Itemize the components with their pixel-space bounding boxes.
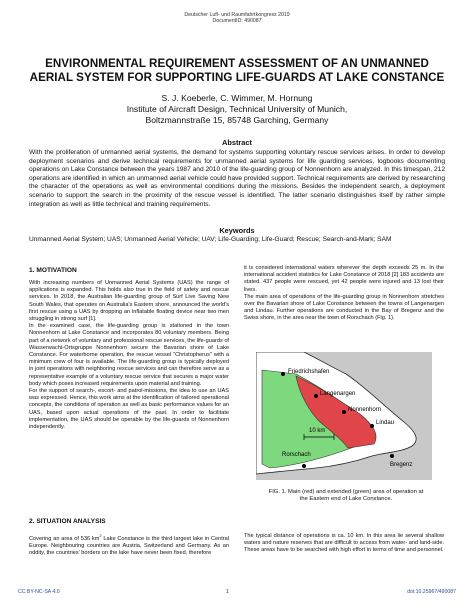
doi-footer: doi:10.25967/490087 — [407, 589, 456, 595]
caption-line-1: FIG. 1. Main (red) and extended (green) area of operation at — [268, 489, 424, 495]
right-column-bottom — [244, 533, 444, 555]
author-names: S. J. Koeberle, C. Wimmer, M. Hornung — [161, 93, 313, 103]
section-1-heading: 1. MOTIVATION — [29, 267, 77, 274]
author-block — [20, 93, 454, 126]
section-2-text-b: Lake Constance is the third largest lake in Central Europe. Neighbouring countries are Austria, Switzerland and Germany. As an oddity, the countries' borders on the lake have never been fixed, therefore — [29, 535, 230, 557]
right-paragraph-1: it is considered international waters wherever the depth exceeds 25 m. In the international accident statistics for Lake Constance of 2018 [2] 183 accidents are stated. 437 people were rescued, yet 42 people were injured and 13 lost their lives. — [244, 265, 444, 293]
title-line-1: ENVIRONMENTAL REQUIREMENT ASSESSMENT OF AN UNMANNED — [45, 57, 429, 70]
section-2-heading: 2. SITUATION ANALYSIS — [29, 518, 106, 525]
label-nonnenhorn: Nonnenhorn — [348, 407, 382, 413]
right-column-top — [244, 265, 444, 323]
author-affiliation: Institute of Aircraft Design, Technical University of Munich, — [126, 104, 348, 114]
town-dot-friedrichshafen — [281, 372, 285, 376]
abstract-text: With the proliferation of unmanned aerial systems, the demand for systems supporting voluntary rescue services arises. In order to develop deployment scenarios and derive technical requirements for unmanned aerial systems for life guarding services, logbooks documenting operations on Lake Constance between the years 1987 and 2010 of the life-guarding group of Nonnenhorn are analyzed. In this timespan, 212 operations are identified in which an unmanned aerial vehicle could have provided support. Technical requirements are derived by researching the character of the operations as well as environmental conditions during the missions. Besides the independent search, a deployment scenario to support the search in the proximity of the rescue vessel is identified. The latter scenario distinguishes itself by rather simple integration as well as little technical and training requirements. — [29, 149, 445, 208]
license-footer: CC BY-NC-SA 4.0 — [18, 589, 60, 595]
label-lindau: Lindau — [376, 420, 395, 426]
section-2-body — [29, 532, 229, 557]
figure-1-caption — [248, 489, 444, 504]
town-dot-rorschach — [302, 464, 306, 468]
town-dot-lindau — [370, 424, 374, 428]
keywords-heading: Keywords — [219, 226, 255, 235]
town-dot-nonnenhorn — [342, 410, 346, 414]
page-number: 1 — [226, 589, 229, 595]
keywords-text: Unmanned Aerial System; UAS; Unmanned Aerial Vehicle; UAV; Life-Guarding; Life-Guard; Rescue; Search-and-Mark; SAM — [29, 236, 392, 243]
caption-line-2: the Eastern end of Lake Constance. — [299, 496, 393, 503]
label-friedrichshafen: Friedrichshafen — [288, 369, 330, 375]
section-1-paragraph-2: In the examined case, the life-guarding group is stationed in the town Nonnenhorn at Lake Constance and incorporates 80 voluntary members. Being part of a network of voluntary and professional rescue services, the life-guards of Wasserwacht-Ortsgruppe Nonnenhorn secure the Bavarian shore of Lake Constance. For waterborne operation, the rescue vessel "Christopherus" with a minimum crew of four is available. The life-guarding group is typically deployed in joint operations with neighboring rescue services and can therefore serve as a representative example of a voluntary rescue service that secures a major water body which poses increased requirements upon material and training. — [29, 323, 229, 387]
label-bregenz: Bregenz — [390, 462, 413, 468]
conference-name: Deutscher Luft- und Raumfahrtkongress 2019 — [184, 12, 290, 18]
scale-label: 10 km — [309, 428, 326, 434]
author-address: Boltzmannstraße 15, 85748 Garching, Germany — [145, 115, 329, 125]
section-2-text-a: Covering an area of 536 km — [29, 535, 100, 542]
section-1-paragraph-1: With increasing numbers of Unmanned Aerial Systems (UAS) the range of applications is expanded. This holds also true in the field of safety and rescue services. In 2018, the Australian life-guarding group of Surf Live Saving New South Wales, that operates on Australia's Eastern shore, announced the world's first rescue using a UAS by dropping an inflatable floating device near two men struggling in strong surf [1]. — [29, 280, 229, 323]
paper-title — [20, 57, 454, 85]
section-1-body — [29, 280, 229, 431]
right-paragraph-3: The typical distance of operations is ca. 10 km. In this area lie several shallow waters and nature reserves that are difficult to access from water- and land-side. These areas have to be searched with high effort in terms of time and personnel. — [244, 533, 444, 554]
superscript: 2 — [99, 533, 102, 538]
right-paragraph-2: The main area of operations of the life-guarding group in Nonnenhorn stretches over the Bavarian shore of Lake Constance between the towns of Langenargen and Lindau. Further operations are conducted in the Bay of Bregenz and the Swiss shore, in the area near the town of Rorschach (Fig. 1). — [244, 293, 444, 322]
town-dot-langenargen — [314, 394, 318, 398]
title-line-2: AERIAL SYSTEM FOR SUPPORTING LIFE-GUARDS AT LAKE CONSTANCE — [29, 71, 445, 84]
section-1-paragraph-3: For the support of search-, escort- and patrol-missions, the idea to use an UAS was expressed. Hence, this work aims at the identification of tailored operational concepts, the conditions of operation as well as basic performance values for an UAS, based upon actual operations of the past. In order to facilitate implementation, the UAS should be operable by the life-guards of Nonnenhorn independently. — [29, 388, 229, 431]
lake-map-svg — [256, 352, 432, 480]
document-id: DocumentID: 490087 — [212, 18, 262, 24]
label-langenargen: Langenargen — [320, 391, 356, 397]
section-2-paragraph-1 — [29, 532, 229, 557]
label-rorschach: Rorschach — [282, 452, 311, 458]
figure-1-map — [256, 352, 432, 480]
town-dot-bregenz — [390, 454, 394, 458]
abstract-heading: Abstract — [222, 138, 252, 147]
